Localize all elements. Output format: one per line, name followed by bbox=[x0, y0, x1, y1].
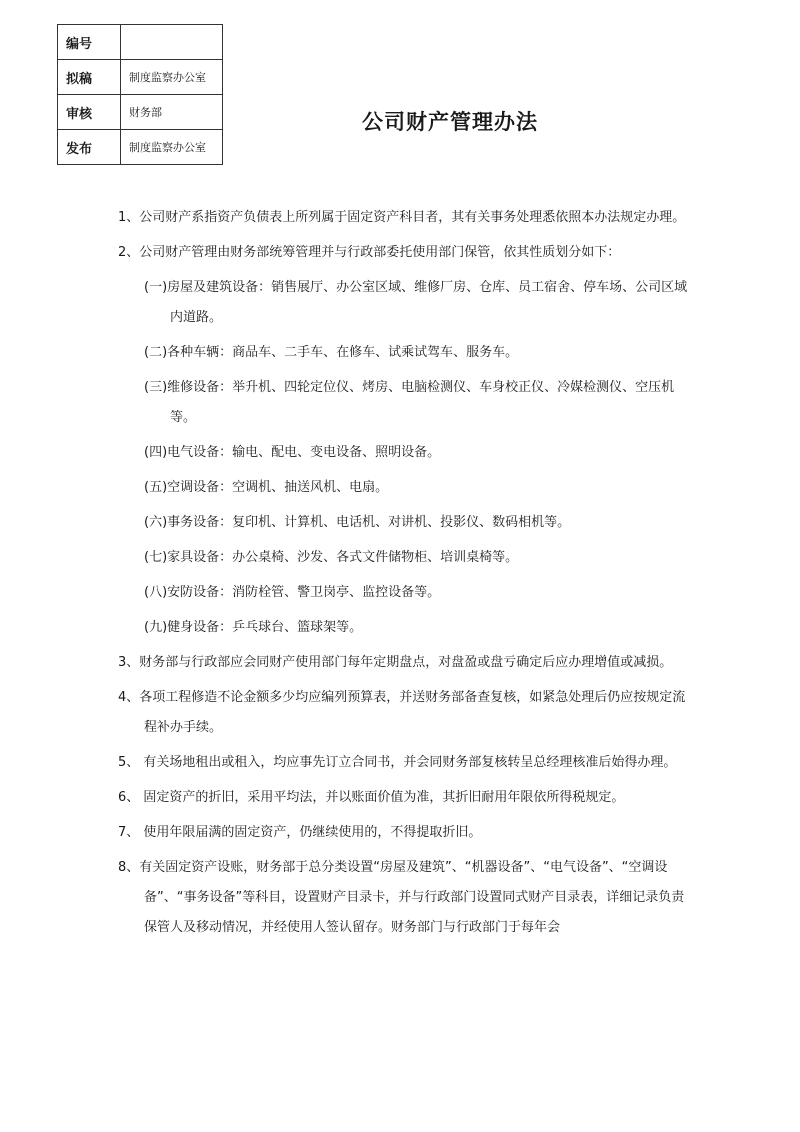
clause-2-sub-4: (四)电气设备：输电、配电、变电设备、照明设备。 bbox=[144, 445, 441, 460]
meta-row-drafted-by bbox=[58, 60, 223, 95]
clause-2-sub-8: (八)安防设备：消防栓管、警卫岗亭、监控设备等。 bbox=[144, 585, 441, 600]
document-title: 公司财产管理办法 bbox=[362, 109, 538, 134]
clause-6: 6、 固定资产的折旧，采用平均法，并以账面价值为准，其折旧耐用年限依所得税规定。 bbox=[118, 790, 625, 805]
clause-2-sub-9: (九)健身设备：乒乓球台、篮球架等。 bbox=[144, 620, 363, 635]
clause-2-sub-1: (一)房屋及建筑设备：销售展厅、办公室区域、维修厂房、仓库、员工宿舍、停车场、公司区域内道路。 bbox=[144, 280, 688, 325]
meta-value-issued-by: 制度监察办公室 bbox=[121, 130, 223, 165]
meta-value-reviewed-by: 财务部 bbox=[121, 95, 223, 130]
document-meta-table bbox=[57, 24, 223, 165]
meta-row-number bbox=[58, 25, 223, 60]
clause-5: 5、 有关场地租出或租入，均应事先订立合同书，并会同财务部复核转呈总经理核准后始得办理。 bbox=[118, 755, 677, 770]
meta-label-number: 编号 bbox=[58, 25, 121, 60]
clause-1: 1、公司财产系指资产负债表上所列属于固定资产科目者，其有关事务处理悉依照本办法规定办理。 bbox=[118, 210, 686, 225]
clause-2: 2、公司财产管理由财务部统筹管理并与行政部委托使用部门保管，依其性质划分如下： bbox=[118, 245, 621, 260]
clause-4: 4、各项工程修造不论金额多少均应编列预算表，并送财务部备查复核，如紧急处理后仍应按规定流程补办手续。 bbox=[118, 690, 686, 735]
clause-2-sub-6: (六)事务设备：复印机、计算机、电话机、对讲机、投影仪、数码相机等。 bbox=[144, 515, 571, 530]
meta-value-drafted-by: 制度监察办公室 bbox=[121, 60, 223, 95]
meta-label-issued-by: 发布 bbox=[58, 130, 121, 165]
clause-7: 7、 使用年限届满的固定资产，仍继续使用的，不得提取折旧。 bbox=[118, 825, 482, 840]
clause-3: 3、财务部与行政部应会同财产使用部门每年定期盘点，对盘盈或盘亏确定后应办理增值或减损。 bbox=[118, 655, 673, 670]
clause-2-sub-7: (七)家具设备：办公桌椅、沙发、各式文件储物柜、培训桌椅等。 bbox=[144, 550, 519, 565]
document-body bbox=[118, 203, 693, 943]
clause-2-sub-5: (五)空调设备：空调机、抽送风机、电扇。 bbox=[144, 480, 389, 495]
clause-2-sub-2: (二)各种车辆：商品车、二手车、在修车、试乘试驾车、服务车。 bbox=[144, 345, 519, 360]
clause-8: 8、有关固定资产设账，财务部于总分类设置“房屋及建筑”、“机器设备”、“电气设备”、“空调设备”、“事务设备”等科目，设置财产目录卡，并与行政部门设置同式财产目录表，详细记录负责保管人及移动情况，并经使用人签认留存。财务部门与行政部门于每年会 bbox=[118, 860, 685, 935]
clause-2-sub-3: (三)维修设备：举升机、四轮定位仪、烤房、电脑检测仪、车身校正仪、冷媒检测仪、空压机等。 bbox=[144, 380, 675, 425]
meta-label-drafted-by: 拟稿 bbox=[58, 60, 121, 95]
meta-label-reviewed-by: 审核 bbox=[58, 95, 121, 130]
meta-value-number bbox=[121, 25, 223, 60]
